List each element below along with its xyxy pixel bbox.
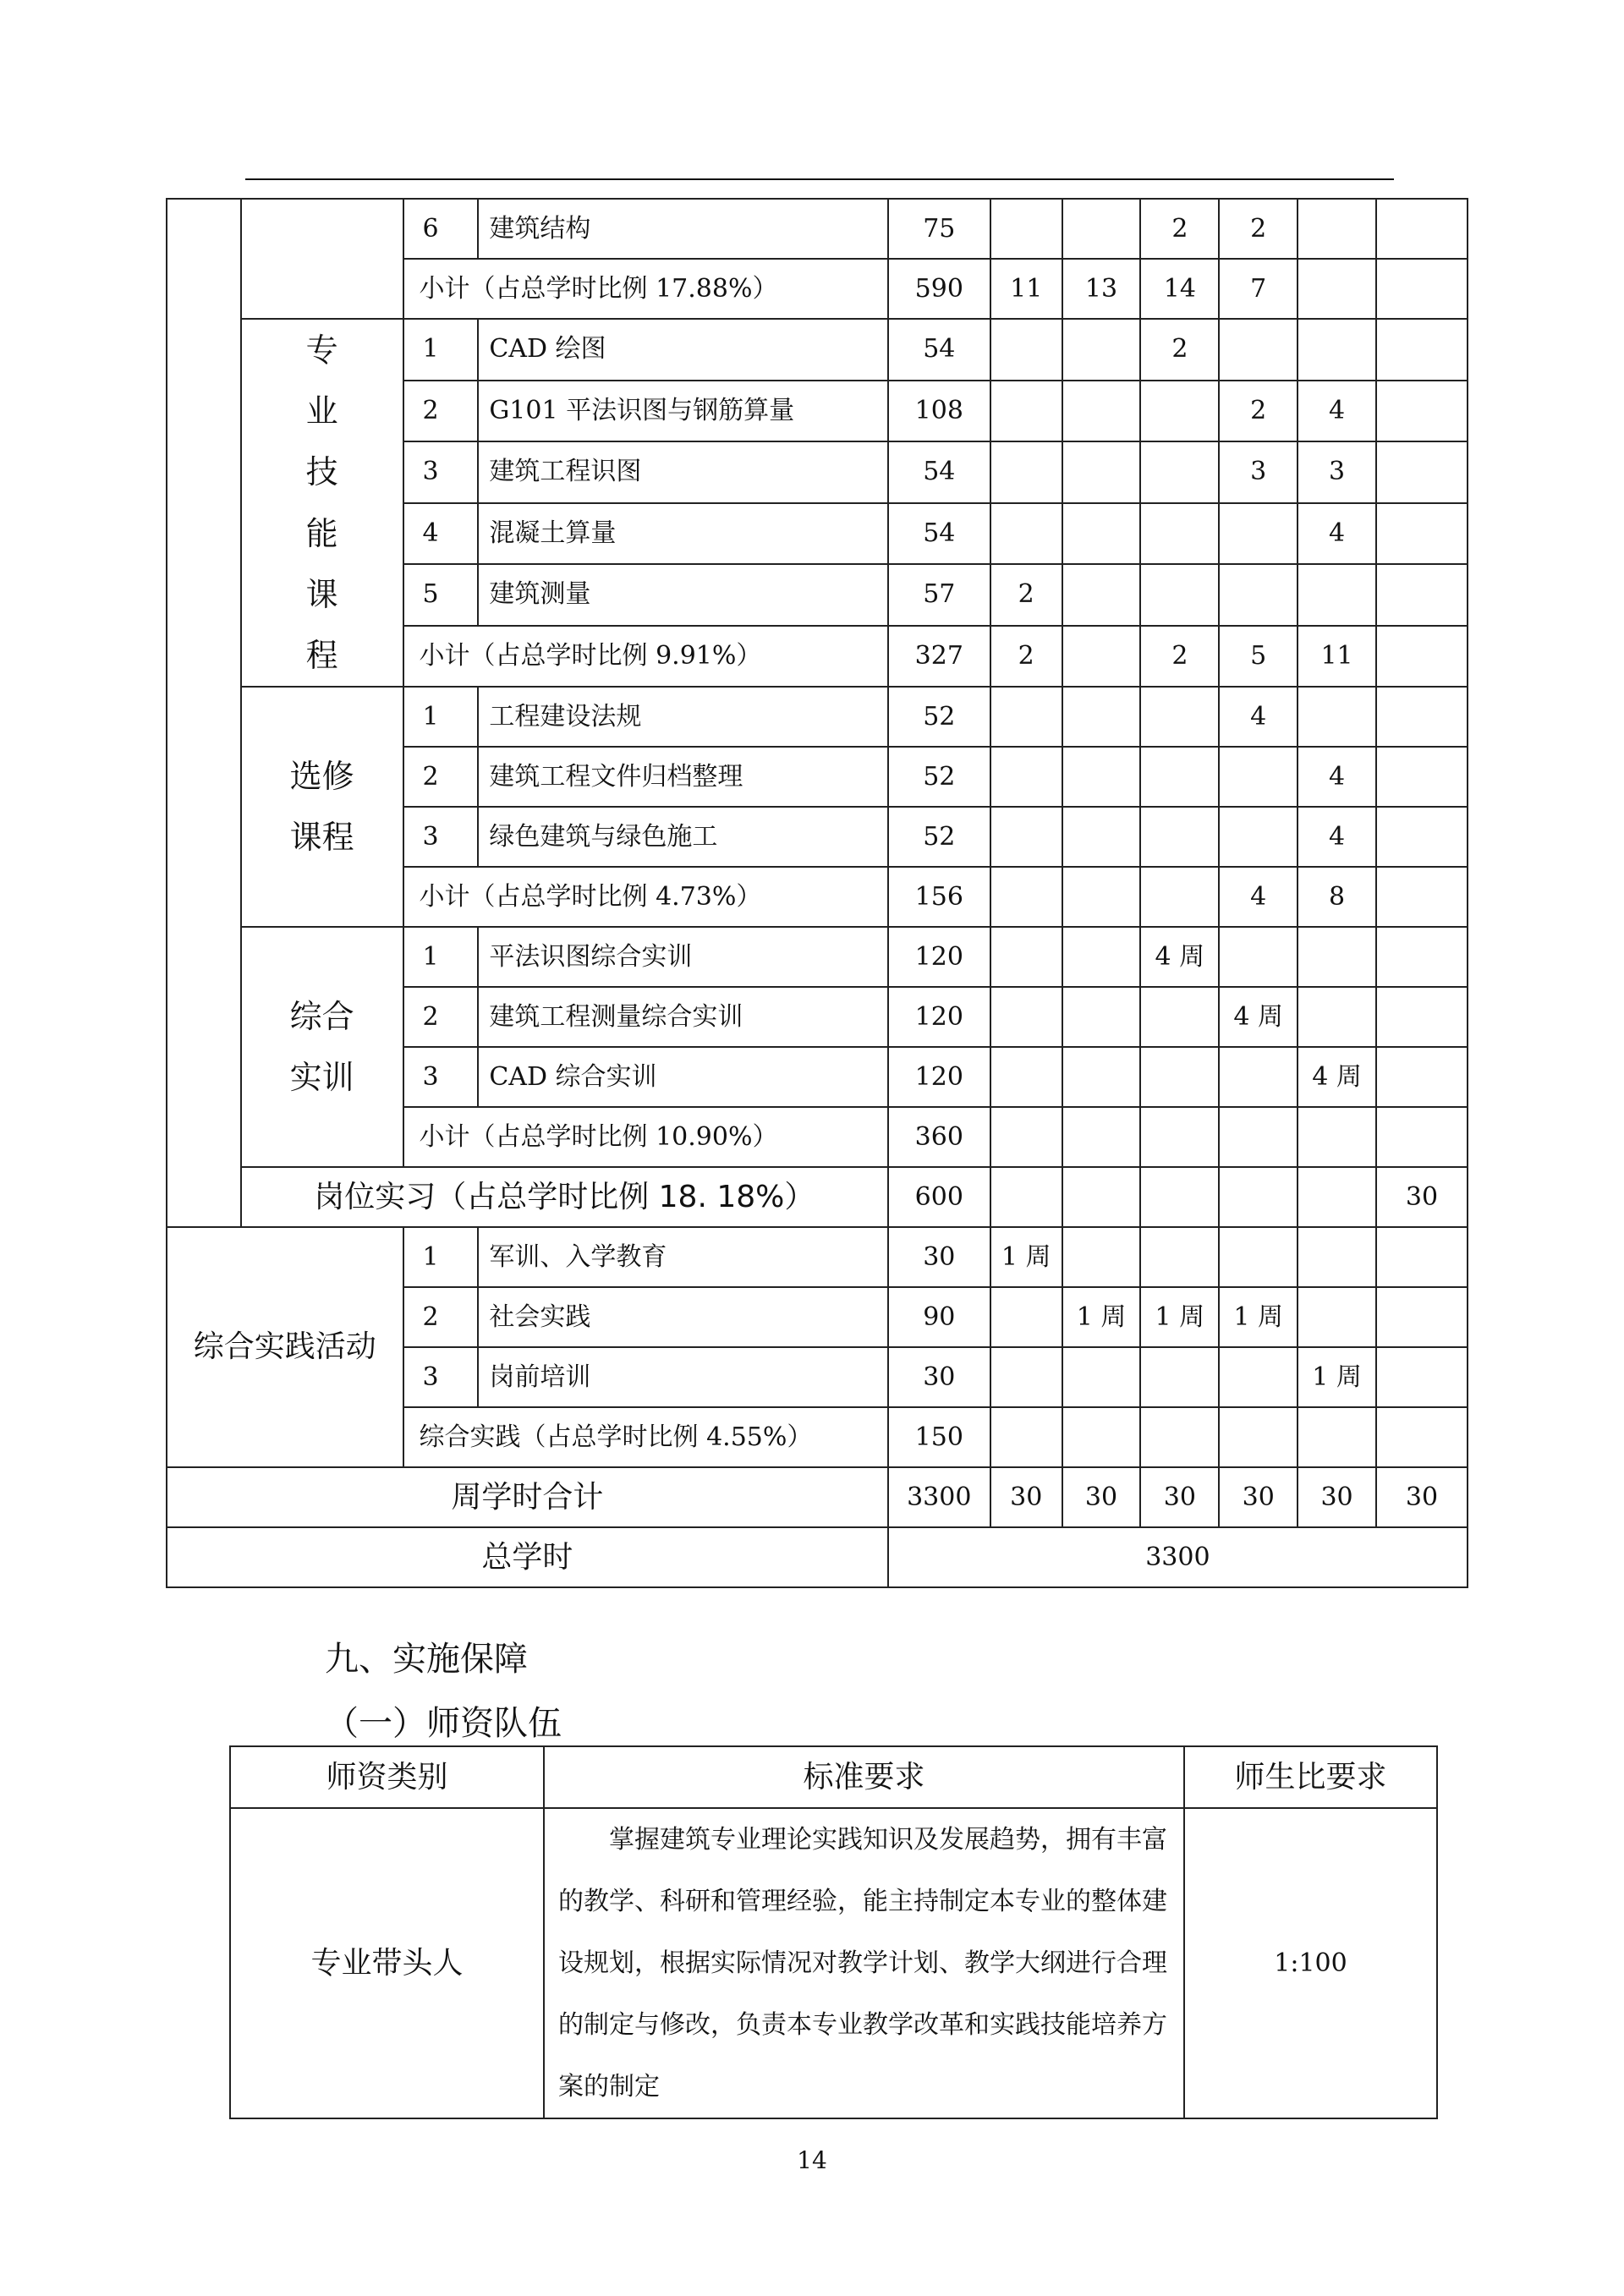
weekly-total-row <box>167 1467 1468 1527</box>
semester-3-cell <box>1140 1107 1219 1167</box>
category-cell <box>241 687 403 927</box>
course-hours: 52 <box>888 747 990 807</box>
semester-6-cell <box>1376 259 1468 319</box>
category-label: 选修课程 <box>289 757 354 857</box>
section-heading: 九、实施保障 <box>325 1640 528 1679</box>
course-name: 军训、入学教育 <box>478 1227 887 1287</box>
semester-3-cell <box>1140 807 1219 867</box>
course-number: 3 <box>403 1047 479 1107</box>
category-label: 综合实训 <box>289 997 354 1097</box>
semester-1-cell <box>990 319 1062 381</box>
semester-6-cell <box>1376 1227 1468 1287</box>
subtotal-hours: 590 <box>888 259 990 319</box>
semester-3-cell <box>1140 987 1219 1047</box>
semester-5-cell: 4 周 <box>1298 1047 1376 1107</box>
course-name: 建筑工程文件归档整理 <box>478 747 887 807</box>
semester-5-cell <box>1298 199 1376 259</box>
course-hours: 90 <box>888 1287 990 1347</box>
course-number: 2 <box>403 381 479 442</box>
course-hours: 120 <box>888 987 990 1047</box>
subtotal-hours: 156 <box>888 867 990 927</box>
subtotal-hours: 150 <box>888 1407 990 1467</box>
semester-6-cell <box>1376 1107 1468 1167</box>
semester-1-cell <box>990 747 1062 807</box>
semester-1-cell <box>990 1167 1062 1227</box>
semester-4-cell <box>1219 1227 1298 1287</box>
semester-1-cell <box>990 503 1062 565</box>
course-number: 1 <box>403 687 479 747</box>
semester-1-cell <box>990 1287 1062 1347</box>
semester-2-cell <box>1062 1347 1141 1407</box>
semester-3-cell <box>1140 747 1219 807</box>
course-hours: 57 <box>888 564 990 626</box>
semester-4-cell: 3 <box>1219 441 1298 503</box>
semester-2-cell <box>1062 199 1141 259</box>
course-number: 1 <box>403 927 479 987</box>
semester-2-cell <box>1062 1107 1141 1167</box>
outer-category-cell <box>167 199 241 1227</box>
semester-4-cell <box>1219 1407 1298 1467</box>
semester-3-cell: 4 周 <box>1140 927 1219 987</box>
course-name: 混凝土算量 <box>478 503 887 565</box>
course-name: CAD 综合实训 <box>478 1047 887 1107</box>
semester-4-cell <box>1219 564 1298 626</box>
table-row <box>167 199 1468 259</box>
semester-4-cell: 4 <box>1219 867 1298 927</box>
semester-1-cell <box>990 867 1062 927</box>
semester-3-cell <box>1140 381 1219 442</box>
course-number: 2 <box>403 987 479 1047</box>
semester-4-cell: 5 <box>1219 626 1298 688</box>
semester-2-cell: 13 <box>1062 259 1141 319</box>
course-hours: 120 <box>888 927 990 987</box>
faculty-table <box>229 1745 1438 2119</box>
semester-6-cell <box>1376 1407 1468 1467</box>
semester-5-cell: 4 <box>1298 807 1376 867</box>
semester-3-cell: 2 <box>1140 626 1219 688</box>
semester-6-cell <box>1376 441 1468 503</box>
semester-2-cell <box>1062 747 1141 807</box>
semester-1-cell <box>990 807 1062 867</box>
course-hours: 30 <box>888 1227 990 1287</box>
semester-1-cell <box>990 1407 1062 1467</box>
subtotal-label: 小计（占总学时比例 10.90%） <box>403 1107 888 1167</box>
course-hours: 54 <box>888 319 990 381</box>
semester-5-cell <box>1298 1167 1376 1227</box>
semester-2-cell <box>1062 626 1141 688</box>
category-cell <box>241 927 403 1167</box>
semester-4-cell <box>1219 1047 1298 1107</box>
internship-hours: 600 <box>888 1167 990 1227</box>
course-name: 建筑工程识图 <box>478 441 887 503</box>
semester-6-cell <box>1376 199 1468 259</box>
ratio-cell: 1:100 <box>1184 1808 1437 2118</box>
course-number: 3 <box>403 807 479 867</box>
category-cell: 综合实践活动 <box>167 1227 403 1467</box>
semester-3-cell <box>1140 1407 1219 1467</box>
course-hours: 30 <box>888 1347 990 1407</box>
semester-3-cell: 2 <box>1140 199 1219 259</box>
semester-3-cell <box>1140 503 1219 565</box>
semester-4-cell <box>1219 503 1298 565</box>
semester-5-cell <box>1298 564 1376 626</box>
table-row <box>167 687 1468 747</box>
semester-5-cell: 4 <box>1298 747 1376 807</box>
semester-6-cell: 30 <box>1376 1167 1468 1227</box>
grand-total-label: 总学时 <box>167 1527 888 1587</box>
course-name: 建筑结构 <box>478 199 887 259</box>
semester-6-cell <box>1376 564 1468 626</box>
semester-6-cell <box>1376 626 1468 688</box>
semester-3-cell <box>1140 1347 1219 1407</box>
semester-2-cell <box>1062 687 1141 747</box>
semester-2-cell: 30 <box>1062 1467 1141 1527</box>
subtotal-hours: 360 <box>888 1107 990 1167</box>
internship-label: 岗位实习（占总学时比例 18. 18%） <box>241 1167 888 1227</box>
course-hours: 52 <box>888 687 990 747</box>
semester-5-cell: 3 <box>1298 441 1376 503</box>
semester-4-cell <box>1219 1347 1298 1407</box>
semester-5-cell <box>1298 259 1376 319</box>
semester-5-cell <box>1298 319 1376 381</box>
requirement-cell: 掌握建筑专业理论实践知识及发展趋势，拥有丰富的教学、科研和管理经验，能主持制定本专业的整体建设规划，根据实际情况对教学计划、教学大纲进行合理的制定与修改，负责本专业教学改革和实践技能培养方案的制定 <box>544 1808 1184 2118</box>
semester-6-cell <box>1376 927 1468 987</box>
semester-2-cell <box>1062 1047 1141 1107</box>
page-number: 14 <box>797 2146 827 2174</box>
semester-4-cell: 1 周 <box>1219 1287 1298 1347</box>
grand-total-row <box>167 1527 1468 1587</box>
course-hours: 108 <box>888 381 990 442</box>
semester-5-cell: 30 <box>1298 1467 1376 1527</box>
course-number: 4 <box>403 503 479 565</box>
semester-3-cell <box>1140 1227 1219 1287</box>
course-hours: 120 <box>888 1047 990 1107</box>
header-rule <box>245 178 1394 180</box>
course-name: 平法识图综合实训 <box>478 927 887 987</box>
course-name: 工程建设法规 <box>478 687 887 747</box>
semester-5-cell <box>1298 1227 1376 1287</box>
semester-6-cell <box>1376 867 1468 927</box>
semester-1-cell: 1 周 <box>990 1227 1062 1287</box>
semester-2-cell <box>1062 503 1141 565</box>
grand-total-value: 3300 <box>888 1527 1468 1587</box>
semester-1-cell: 2 <box>990 626 1062 688</box>
semester-3-cell <box>1140 1047 1219 1107</box>
semester-3-cell: 30 <box>1140 1467 1219 1527</box>
semester-2-cell <box>1062 987 1141 1047</box>
semester-5-cell <box>1298 1287 1376 1347</box>
semester-5-cell: 1 周 <box>1298 1347 1376 1407</box>
table-row <box>230 1808 1437 2118</box>
semester-4-cell: 30 <box>1219 1467 1298 1527</box>
semester-5-cell: 8 <box>1298 867 1376 927</box>
semester-3-cell <box>1140 564 1219 626</box>
semester-4-cell: 2 <box>1219 199 1298 259</box>
semester-2-cell <box>1062 564 1141 626</box>
course-hours: 75 <box>888 199 990 259</box>
semester-6-cell <box>1376 1047 1468 1107</box>
semester-5-cell <box>1298 687 1376 747</box>
course-name: G101 平法识图与钢筋算量 <box>478 381 887 442</box>
semester-4-cell <box>1219 927 1298 987</box>
semester-5-cell: 11 <box>1298 626 1376 688</box>
semester-4-cell: 4 <box>1219 687 1298 747</box>
course-number: 1 <box>403 319 479 381</box>
semester-5-cell <box>1298 987 1376 1047</box>
table-row <box>167 1227 1468 1287</box>
column-header: 师生比要求 <box>1184 1746 1437 1808</box>
subtotal-label: 小计（占总学时比例 9.91%） <box>403 626 888 688</box>
semester-1-cell <box>990 1107 1062 1167</box>
semester-4-cell <box>1219 747 1298 807</box>
semester-6-cell <box>1376 381 1468 442</box>
semester-4-cell <box>1219 1167 1298 1227</box>
semester-5-cell: 4 <box>1298 503 1376 565</box>
course-number: 1 <box>403 1227 479 1287</box>
semester-1-cell <box>990 927 1062 987</box>
semester-1-cell <box>990 987 1062 1047</box>
semester-3-cell: 1 周 <box>1140 1287 1219 1347</box>
course-name: 社会实践 <box>478 1287 887 1347</box>
course-number: 2 <box>403 1287 479 1347</box>
course-name: 建筑工程测量综合实训 <box>478 987 887 1047</box>
semester-3-cell <box>1140 1167 1219 1227</box>
course-number: 5 <box>403 564 479 626</box>
semester-1-cell <box>990 1047 1062 1107</box>
semester-3-cell: 2 <box>1140 319 1219 381</box>
table-header-row <box>230 1746 1437 1808</box>
semester-5-cell <box>1298 1107 1376 1167</box>
semester-6-cell: 30 <box>1376 1467 1468 1527</box>
course-name: 建筑测量 <box>478 564 887 626</box>
sub-section-heading: （一）师资队伍 <box>325 1704 562 1743</box>
course-number: 3 <box>403 1347 479 1407</box>
semester-2-cell <box>1062 807 1141 867</box>
semester-5-cell: 4 <box>1298 381 1376 442</box>
semester-2-cell <box>1062 319 1141 381</box>
semester-3-cell <box>1140 687 1219 747</box>
semester-2-cell <box>1062 1227 1141 1287</box>
semester-4-cell: 2 <box>1219 381 1298 442</box>
category-cell <box>241 199 403 319</box>
semester-1-cell: 11 <box>990 259 1062 319</box>
faculty-type-cell: 专业带头人 <box>230 1808 544 2118</box>
semester-6-cell <box>1376 807 1468 867</box>
column-header: 师资类别 <box>230 1746 544 1808</box>
semester-1-cell <box>990 381 1062 442</box>
semester-2-cell <box>1062 381 1141 442</box>
subtotal-label: 小计（占总学时比例 4.73%） <box>403 867 888 927</box>
semester-4-cell: 4 周 <box>1219 987 1298 1047</box>
semester-1-cell <box>990 687 1062 747</box>
semester-6-cell <box>1376 1287 1468 1347</box>
weekly-total-hours: 3300 <box>888 1467 990 1527</box>
table-row <box>167 319 1468 381</box>
subtotal-label: 小计（占总学时比例 17.88%） <box>403 259 888 319</box>
weekly-total-label: 周学时合计 <box>167 1467 888 1527</box>
semester-1-cell <box>990 199 1062 259</box>
semester-2-cell: 1 周 <box>1062 1287 1141 1347</box>
category-cell <box>241 319 403 687</box>
semester-2-cell <box>1062 441 1141 503</box>
semester-6-cell <box>1376 503 1468 565</box>
semester-1-cell: 2 <box>990 564 1062 626</box>
semester-6-cell <box>1376 687 1468 747</box>
table-row <box>167 927 1468 987</box>
course-name: 岗前培训 <box>478 1347 887 1407</box>
course-hours: 52 <box>888 807 990 867</box>
course-number: 6 <box>403 199 479 259</box>
curriculum-table <box>166 198 1468 1588</box>
semester-4-cell <box>1219 1107 1298 1167</box>
category-label: 专业技能课程 <box>305 332 338 674</box>
course-name: 绿色建筑与绿色施工 <box>478 807 887 867</box>
semester-2-cell <box>1062 927 1141 987</box>
semester-4-cell <box>1219 319 1298 381</box>
subtotal-hours: 327 <box>888 626 990 688</box>
semester-3-cell: 14 <box>1140 259 1219 319</box>
semester-1-cell <box>990 441 1062 503</box>
internship-row <box>167 1167 1468 1227</box>
course-number: 2 <box>403 747 479 807</box>
semester-2-cell <box>1062 867 1141 927</box>
course-name: CAD 绘图 <box>478 319 887 381</box>
semester-6-cell <box>1376 1347 1468 1407</box>
semester-4-cell: 7 <box>1219 259 1298 319</box>
course-hours: 54 <box>888 503 990 565</box>
course-number: 3 <box>403 441 479 503</box>
semester-1-cell: 30 <box>990 1467 1062 1527</box>
semester-6-cell <box>1376 319 1468 381</box>
semester-4-cell <box>1219 807 1298 867</box>
subtotal-label: 综合实践（占总学时比例 4.55%） <box>403 1407 888 1467</box>
column-header: 标准要求 <box>544 1746 1184 1808</box>
semester-2-cell <box>1062 1407 1141 1467</box>
semester-2-cell <box>1062 1167 1141 1227</box>
semester-3-cell <box>1140 441 1219 503</box>
semester-3-cell <box>1140 867 1219 927</box>
semester-1-cell <box>990 1347 1062 1407</box>
semester-6-cell <box>1376 747 1468 807</box>
course-hours: 54 <box>888 441 990 503</box>
semester-5-cell <box>1298 1407 1376 1467</box>
semester-5-cell <box>1298 927 1376 987</box>
semester-6-cell <box>1376 987 1468 1047</box>
